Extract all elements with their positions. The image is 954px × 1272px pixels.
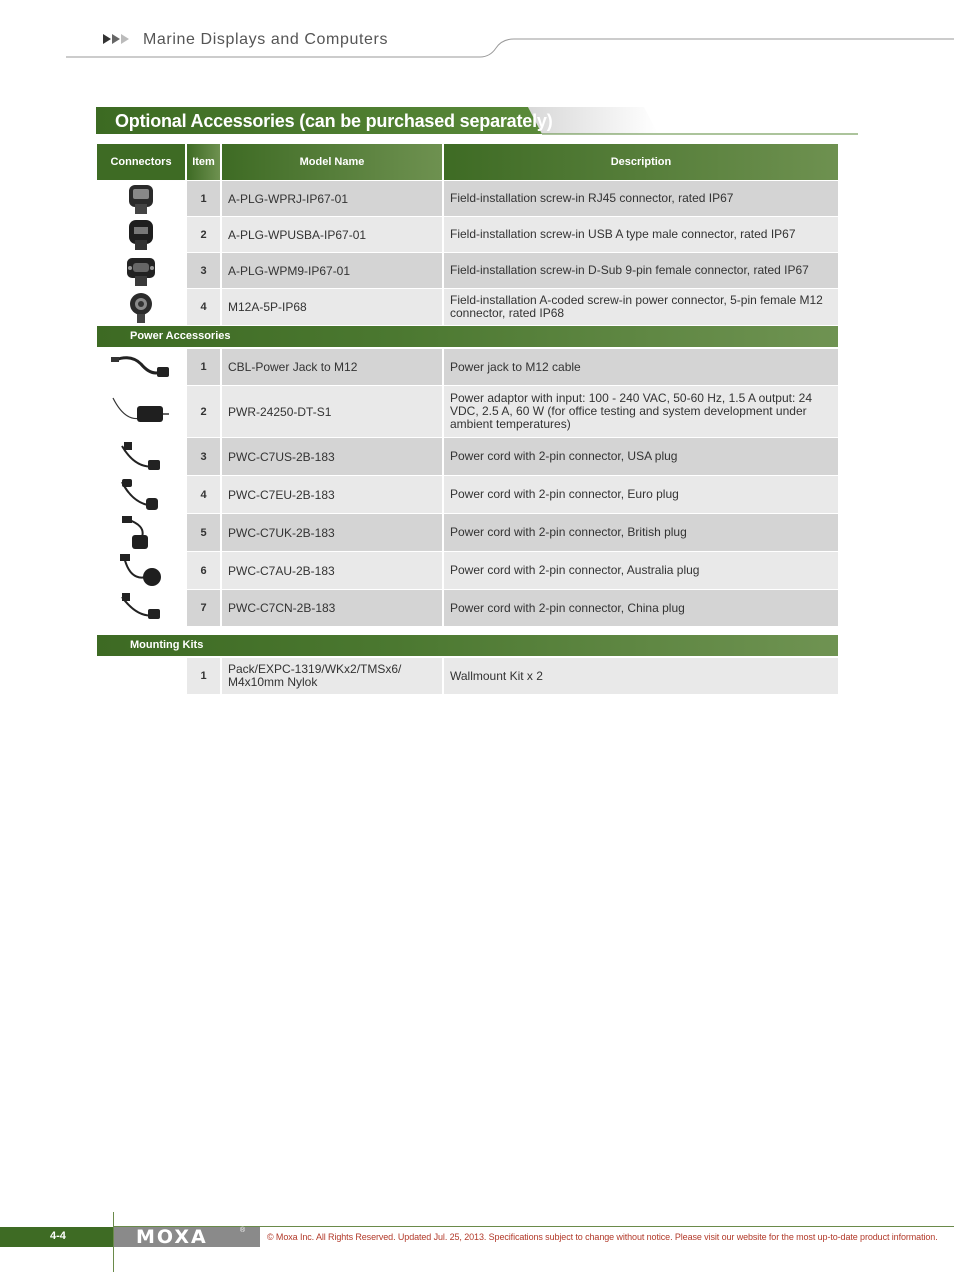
description: Power cord with 2-pin connector, China plug [444, 590, 838, 626]
page-footer [0, 1212, 954, 1272]
usb-connector-icon [97, 217, 185, 252]
usa-plug-cord-icon [97, 438, 185, 475]
table-row [97, 658, 838, 694]
moxa-logo: MOXA [136, 1226, 208, 1248]
item-number: 5 [187, 514, 220, 551]
model-name: A-PLG-WPM9-IP67-01 [222, 253, 442, 288]
header-title: Marine Displays and Computers [143, 31, 389, 48]
model-name: A-PLG-WPUSBA-IP67-01 [222, 217, 442, 252]
description: Power cord with 2-pin connector, British plug [444, 514, 838, 551]
description: Field-installation screw-in USB A type male connector, rated IP67 [444, 217, 838, 252]
description: Wallmount Kit x 2 [444, 658, 838, 694]
item-number: 3 [187, 253, 220, 288]
cable-icon [97, 349, 185, 385]
item-number: 7 [187, 590, 220, 626]
model-name: PWC-C7EU-2B-183 [222, 476, 442, 513]
description: Power cord with 2-pin connector, USA plug [444, 438, 838, 475]
table-row [97, 181, 838, 216]
section-label: Mounting Kits [130, 639, 204, 651]
uk-plug-cord-icon [97, 514, 185, 551]
table-row [97, 386, 838, 437]
item-number: 4 [187, 476, 220, 513]
model-name: PWC-C7CN-2B-183 [222, 590, 442, 626]
registered-mark: ® [240, 1227, 246, 1234]
section-row-mounting [97, 635, 838, 656]
col-header-model: Model Name [222, 144, 442, 180]
au-plug-cord-icon [97, 552, 185, 589]
item-number: 2 [187, 386, 220, 437]
table-row [97, 590, 838, 626]
item-number: 1 [187, 181, 220, 216]
table-row [97, 514, 838, 551]
section-row-power [97, 326, 838, 347]
item-number: 4 [187, 289, 220, 325]
triple-arrow-icon [103, 34, 129, 44]
power-adapter-icon [97, 386, 185, 437]
model-name: Pack/EXPC-1319/WKx2/TMSx6/ M4x10mm Nylok [222, 658, 442, 694]
rj45-connector-icon [97, 181, 185, 216]
description: Power jack to M12 cable [444, 349, 838, 385]
euro-plug-cord-icon [97, 476, 185, 513]
page-number: 4-4 [50, 1230, 66, 1242]
col-header-item: Item [187, 144, 220, 180]
description: Field-installation screw-in RJ45 connector, rated IP67 [444, 181, 838, 216]
section-label: Power Accessories [130, 330, 231, 342]
copyright-text: © Moxa Inc. All Rights Reserved. Updated Jul. 25, 2013. Specifications subject to change without notice. Please visit our website for the most up-to-date product information. [267, 1232, 938, 1242]
dsub-connector-icon [97, 253, 185, 288]
model-name: PWC-C7US-2B-183 [222, 438, 442, 475]
model-name: CBL-Power Jack to M12 [222, 349, 442, 385]
empty-image-cell [97, 658, 185, 694]
description: Power cord with 2-pin connector, Euro plug [444, 476, 838, 513]
section-banner [96, 107, 858, 135]
cn-plug-cord-icon [97, 590, 185, 626]
model-name: PWC-C7AU-2B-183 [222, 552, 442, 589]
table-row [97, 217, 838, 252]
header-rule [0, 0, 954, 60]
description: Field-installation screw-in D-Sub 9-pin female connector, rated IP67 [444, 253, 838, 288]
item-number: 3 [187, 438, 220, 475]
description: Field-installation A-coded screw-in power connector, 5-pin female M12 connector, rated IP68 [444, 289, 838, 325]
model-name: A-PLG-WPRJ-IP67-01 [222, 181, 442, 216]
model-name: PWC-C7UK-2B-183 [222, 514, 442, 551]
col-header-description: Description [444, 144, 838, 180]
item-number: 2 [187, 217, 220, 252]
section-title: Optional Accessories (can be purchased separately) [115, 111, 553, 131]
description: Power adaptor with input: 100 - 240 VAC, 50-60 Hz, 1.5 A output: 24 VDC, 2.5 A, 60 W (for office testing and system development under ambient temperatures) [444, 386, 838, 437]
item-number: 1 [187, 349, 220, 385]
table-row [97, 476, 838, 513]
m12-connector-icon [97, 289, 185, 325]
description: Power cord with 2-pin connector, Australia plug [444, 552, 838, 589]
table-row [97, 438, 838, 475]
model-name: PWR-24250-DT-S1 [222, 386, 442, 437]
table-header-row [97, 144, 838, 180]
table-row [97, 253, 838, 288]
item-number: 1 [187, 658, 220, 694]
table-row [97, 552, 838, 589]
col-header-connectors: Connectors [97, 144, 185, 180]
model-name: M12A-5P-IP68 [222, 289, 442, 325]
table-row [97, 289, 838, 325]
table-row [97, 349, 838, 385]
item-number: 6 [187, 552, 220, 589]
page-header [0, 0, 954, 60]
